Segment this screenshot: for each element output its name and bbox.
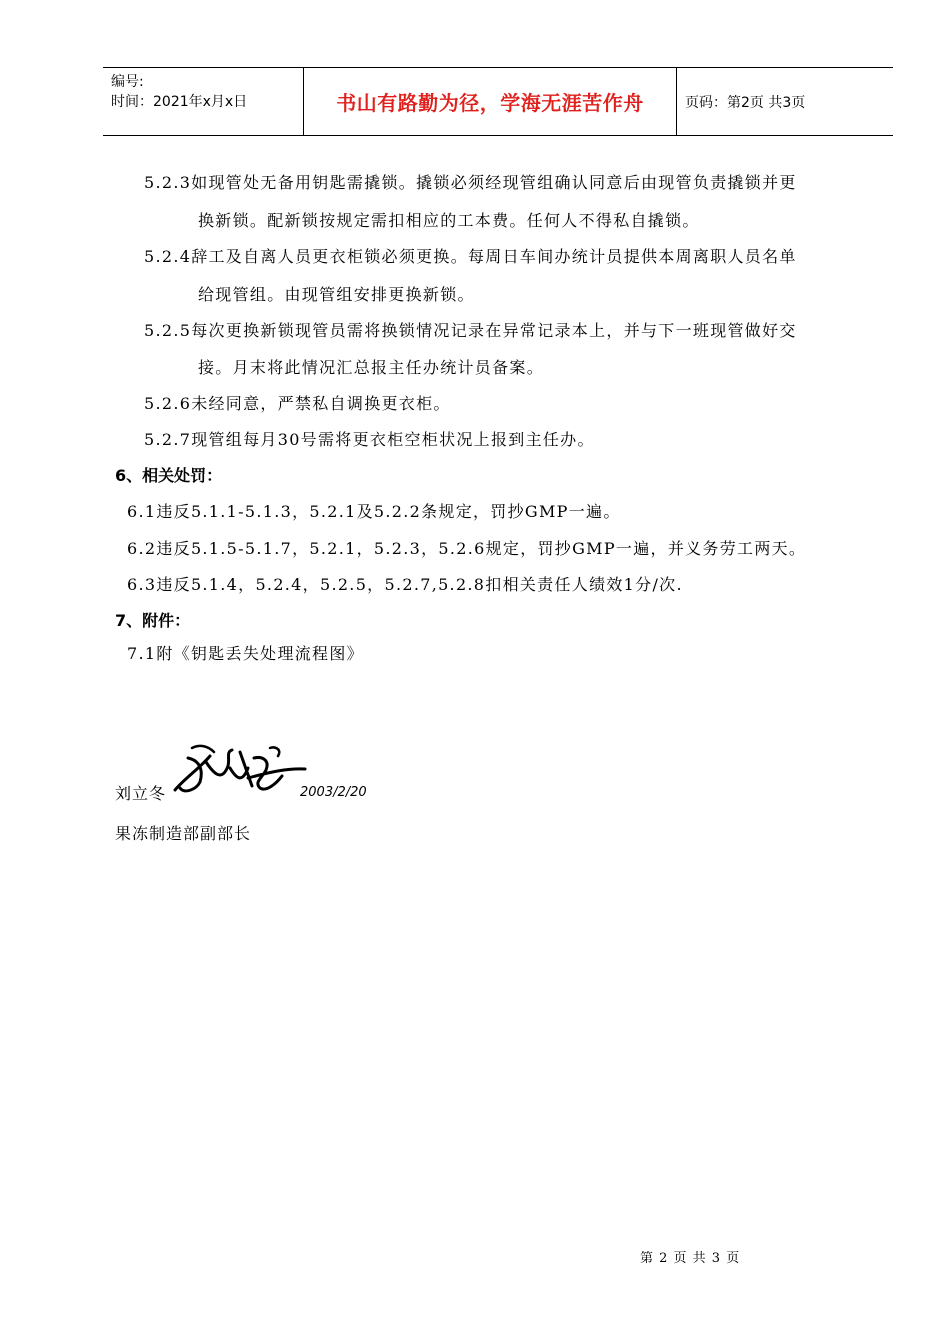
document-header (103, 67, 893, 136)
header-motto: 书山有路勤为径，学海无涯苦作舟 (336, 91, 644, 115)
clause-5-2-7: 5.2.7现管组每月30号需将更衣柜空柜状况上报到主任办。 (144, 430, 595, 449)
clause-5-2-3-line2: 换新锁。配新锁按规定需扣相应的工本费。任何人不得私自撬锁。 (198, 211, 700, 230)
header-page-info-cell (677, 68, 893, 135)
clause-5-2-5-line2: 接。月末将此情况汇总报主任办统计员备案。 (198, 358, 545, 377)
clause-5-2-5-line1: 5.2.5每次更换新锁现管员需将换锁情况记录在异常记录本上，并与下一班现管做好交 (144, 321, 797, 340)
penalty-6-3: 6.3违反5.1.4，5.2.4，5.2.5，5.2.7,5.2.8扣相关责任人绩效1分/次. (127, 575, 683, 594)
clause-5-2-4-line1: 5.2.4辞工及自离人员更衣柜锁必须更换。每周日车间办统计员提供本周离职人员名单 (144, 247, 797, 266)
signatory-title: 果冻制造部副部长 (115, 824, 252, 843)
header-motto-cell (304, 68, 677, 135)
penalty-6-2: 6.2违反5.1.5-5.1.7，5.2.1，5.2.3，5.2.6规定，罚抄GMP一遍，并义务劳工两天。 (127, 539, 807, 558)
section-7-heading: 7、附件： (115, 611, 191, 630)
handwritten-signature (170, 738, 310, 808)
penalty-6-1: 6.1违反5.1.1-5.1.3，5.2.1及5.2.2条规定，罚抄GMP一遍。 (127, 502, 621, 521)
document-number-label: 编号: (111, 74, 144, 90)
clause-5-2-6: 5.2.6未经同意，严禁私自调换更衣柜。 (144, 394, 451, 413)
signature-date: 2003/2/20 (300, 785, 367, 800)
clause-5-2-4-line2: 给现管组。由现管组安排更换新锁。 (198, 285, 475, 304)
header-meta (103, 68, 304, 135)
signatory-name: 刘立冬 (115, 784, 167, 803)
section-6-heading: 6、相关处罚： (115, 466, 223, 485)
page-footer: 第 2 页 共 3 页 (640, 1251, 741, 1266)
attachment-7-1: 7.1附《钥匙丢失处理流程图》 (127, 644, 364, 663)
clause-5-2-3-line1: 5.2.3如现管处无备用钥匙需撬锁。撬锁必须经现管组确认同意后由现管负责撬锁并更 (144, 173, 797, 192)
document-time-label: 时间：2021年x月x日 (111, 94, 248, 110)
header-page-info: 页码：第2页 共3页 (685, 94, 806, 111)
